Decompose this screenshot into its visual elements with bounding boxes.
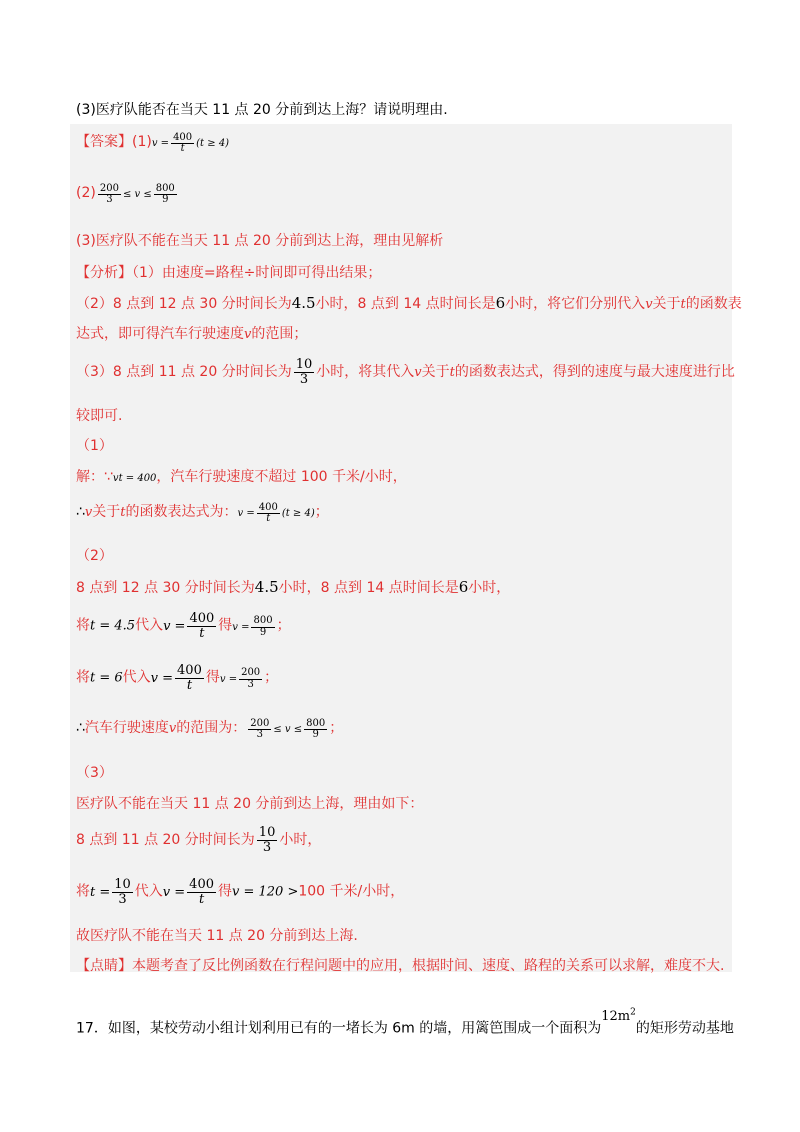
var-v: v: [414, 365, 422, 381]
text: ；: [276, 617, 291, 634]
solution-2-line-4: [76, 718, 343, 741]
analysis-line-2: [76, 293, 742, 315]
answer-part1-formula: [151, 131, 230, 154]
expr-t-4-5: t = 4.5: [90, 618, 136, 634]
fraction-10-3: [294, 358, 315, 386]
analysis-text-1: （1）由速度=路程÷时间即可得出结果；: [132, 265, 382, 281]
answer-line-1: [76, 132, 229, 155]
fraction-numerator: 10: [295, 357, 313, 372]
formula-condition: (t ≥ 4): [196, 138, 230, 149]
formula-fraction: [187, 612, 216, 640]
fraction-denominator: 3: [262, 839, 272, 855]
fraction-left: [98, 184, 121, 206]
var-v: v: [645, 297, 653, 312]
fraction-denominator: t: [180, 143, 185, 154]
text: （3）8 点到 11 点 20 分时间长为: [76, 364, 292, 381]
result-fraction: [251, 616, 274, 638]
question-3-text: [76, 100, 448, 120]
solution-2-line-3: [76, 664, 278, 692]
fraction-numerator: 10: [114, 877, 131, 892]
fraction-right: [304, 719, 327, 741]
solution-3-line-3: [76, 878, 404, 906]
text: 小时，将其代入: [316, 364, 415, 381]
fraction-denominator: 3: [118, 891, 127, 907]
answer-part2-formula: [96, 182, 179, 205]
answer-part1-prefix: (1): [132, 134, 152, 150]
formula-lhs: v =: [237, 508, 255, 519]
therefore-symbol: ∴: [76, 504, 85, 520]
text: 100 千米/小时，: [298, 883, 405, 900]
text: 关于: [652, 296, 681, 312]
var-v: v: [84, 505, 93, 520]
solution-2-line-2: [76, 612, 291, 640]
fraction-right: [154, 184, 177, 206]
analysis-line-1: [76, 263, 381, 283]
fraction-numerator: 400: [173, 131, 193, 143]
formula-fraction: [257, 503, 280, 525]
area-number: 12m: [601, 1009, 631, 1025]
text: 的范围；: [251, 326, 308, 342]
formula-lhs: v =: [162, 884, 186, 900]
text: 小时，8 点到 14 点时间长是: [315, 296, 496, 312]
result-lhs: v =: [232, 621, 250, 633]
text: 的范围为：: [176, 720, 247, 736]
answer-line-2: [76, 183, 179, 206]
fraction-numerator: 400: [258, 501, 278, 513]
formula-fraction: [171, 133, 194, 155]
value-4-5: 4.5: [291, 294, 316, 312]
comment-line: [76, 956, 724, 976]
analysis-line-5: [76, 406, 122, 426]
text: 汽车行驶速度: [84, 720, 169, 736]
fraction-numerator: 200: [241, 667, 261, 679]
q3-text: (3)医疗队能否在当天 11 点 20 分前到达上海？请说明理由.: [76, 102, 448, 118]
text: 将: [76, 669, 90, 686]
expr-vt-400: vt = 400: [112, 473, 157, 484]
formula-fraction: [187, 878, 216, 906]
formula-v: [150, 663, 206, 693]
text: 小时，8 点到 14 点时间长是: [278, 580, 459, 596]
fraction-denominator: t: [186, 677, 193, 693]
result: [219, 667, 264, 690]
text: 小时，: [279, 832, 322, 849]
fraction-denominator: t: [266, 513, 271, 524]
text: （2）8 点到 12 点 30 分时间长为: [76, 296, 292, 312]
text: 8 点到 12 点 30 分时间长为: [76, 580, 255, 596]
text: 解：∵: [76, 469, 113, 485]
solution-label-3: [76, 763, 113, 783]
text: ；: [329, 720, 344, 736]
text: 故医疗队不能在当天 11 点 20 分前到达上海.: [76, 928, 358, 944]
result: [232, 615, 276, 638]
text: 医疗队不能在当天 11 点 20 分前到达上海，理由如下：: [76, 796, 424, 812]
answer-part3-text: (3)医疗队不能在当天 11 点 20 分前到达上海，理由见解析: [76, 233, 444, 249]
text: 较即可.: [76, 408, 123, 424]
formula-lhs: v =: [163, 618, 186, 634]
var-t: t: [449, 365, 455, 381]
text: 关于: [421, 364, 450, 381]
label: （2）: [76, 548, 113, 564]
fraction-numerator: 400: [189, 611, 215, 626]
fraction-numerator: 400: [177, 663, 202, 678]
area-value: [601, 1009, 636, 1024]
formula-v: [162, 877, 218, 907]
fraction-denominator: 3: [256, 729, 264, 740]
value-4-5: 4.5: [254, 578, 279, 596]
fraction-denominator: 9: [162, 194, 169, 205]
text: 将: [76, 617, 90, 634]
fraction-numerator: 800: [155, 182, 175, 194]
area-exponent: 2: [630, 1008, 636, 1018]
formula-condition: (t ≥ 4): [281, 508, 315, 519]
fraction-left: [248, 719, 271, 741]
var-t: t: [120, 505, 126, 520]
text: 得: [218, 883, 232, 900]
text: 8 点到 11 点 20 分时间长为: [76, 832, 255, 849]
fraction-denominator: 3: [247, 678, 254, 690]
range-formula: [246, 717, 329, 740]
fraction-numerator: 800: [306, 717, 326, 729]
text: 的矩形劳动基地: [635, 1020, 734, 1037]
expr-fraction: [112, 878, 133, 906]
formula-v: [163, 611, 218, 641]
fraction-numerator: 400: [189, 877, 214, 892]
label: （3）: [76, 765, 113, 781]
inequality-middle: ≤ v ≤: [273, 724, 303, 735]
analysis-line-4: [76, 358, 735, 386]
value-6: 6: [458, 578, 469, 596]
fraction-denominator: t: [199, 625, 205, 641]
solution-1-line-1: [76, 467, 407, 489]
text: 的函数表达式，得到的速度与最大速度进行比: [454, 364, 735, 381]
formula: [237, 501, 315, 524]
fraction-denominator: 3: [106, 194, 113, 205]
fraction-numerator: 800: [253, 615, 273, 627]
fraction-numerator: 200: [99, 182, 119, 194]
answer-line-3: [76, 231, 443, 251]
result-lhs: v =: [219, 673, 238, 685]
fraction-denominator: 3: [299, 371, 309, 387]
text: 代入: [122, 669, 151, 686]
text: 得: [218, 617, 233, 634]
solution-3-line-1: [76, 794, 423, 814]
formula-lhs: v =: [151, 138, 170, 149]
text: 关于: [92, 504, 121, 520]
var-t: t: [680, 297, 686, 312]
label: （1）: [76, 438, 113, 454]
text: 得: [205, 669, 220, 686]
text: 小时，将它们分别代入: [505, 296, 646, 312]
value-6: 6: [495, 294, 506, 312]
analysis-line-3: [76, 324, 307, 345]
solution-1-line-2: [76, 502, 329, 525]
text: 17．如图，某校劳动小组计划利用已有的一堵长为 6m 的墙，用篱笆围成一个面积为: [76, 1020, 602, 1037]
question-17-text: [76, 1008, 734, 1039]
result-v-120: v = 120 >: [232, 884, 299, 900]
solution-2-line-1: [76, 577, 510, 598]
expr-t-10-3: [90, 877, 135, 907]
inequality-middle: ≤ v ≤: [122, 189, 152, 200]
answer-tag: 【答案】: [76, 134, 132, 150]
text: 将: [76, 883, 90, 900]
fraction-denominator: t: [198, 891, 205, 907]
fraction-denominator: 9: [259, 626, 267, 638]
text: 的函数表达式为：: [125, 504, 238, 520]
comment-tag: 【点睛】: [76, 958, 132, 974]
solution-label-2: [76, 546, 113, 566]
var-v: v: [244, 327, 252, 342]
text: 的函数表: [685, 296, 742, 312]
formula-fraction: [175, 664, 204, 692]
var-v: v: [168, 721, 177, 736]
fraction-numerator: 200: [250, 717, 270, 729]
text: ；: [264, 669, 279, 686]
text: ，汽车行驶速度不超过 100 千米/小时，: [156, 469, 407, 485]
text: 代入: [134, 883, 163, 900]
fraction-10-3: [257, 826, 278, 854]
solution-label-1: [76, 436, 113, 456]
answer-part2-prefix: (2): [76, 185, 96, 201]
comment-text: 本题考查了反比例函数在行程问题中的应用，根据时间、速度、路程的关系可以求解，难度不大.: [132, 958, 725, 974]
text: 达式，即可得汽车行驶速度: [76, 326, 244, 342]
text: ；: [314, 504, 329, 520]
text: 小时，: [468, 580, 511, 596]
analysis-tag: 【分析】: [76, 265, 132, 281]
fraction-denominator: 9: [312, 729, 319, 740]
expr-lhs: t =: [90, 884, 111, 900]
formula-lhs: v =: [150, 670, 174, 686]
text: 代入: [135, 617, 164, 634]
solution-3-line-4: [76, 926, 358, 946]
expr-t-6: t = 6: [90, 670, 123, 686]
therefore-symbol: ∴: [76, 720, 85, 736]
solution-3-line-2: [76, 826, 321, 854]
result-fraction: [239, 668, 262, 690]
fraction-numerator: 10: [258, 825, 276, 840]
